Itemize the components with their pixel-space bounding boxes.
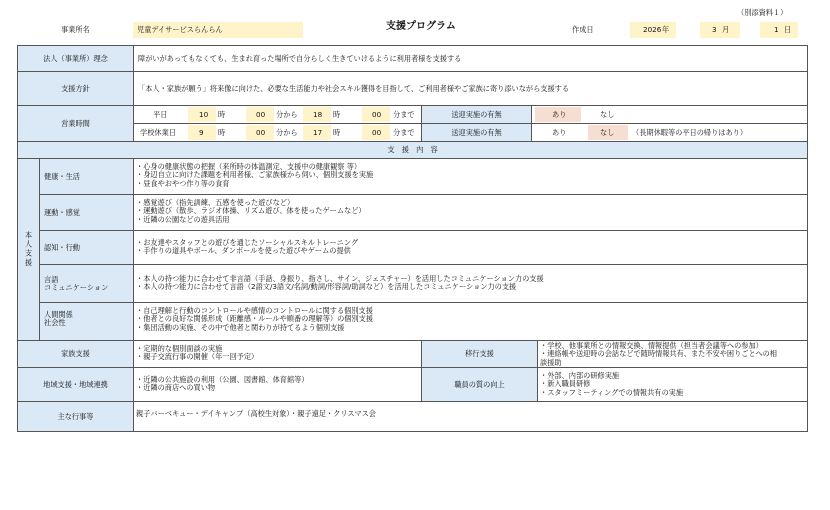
holiday-until: 分まで (393, 128, 415, 137)
weekday-hour-unit-2: 時 (333, 110, 341, 119)
weekday-transport-label-cell (421, 105, 532, 124)
holiday-end-hour: 17 (313, 128, 323, 137)
staff-line-1: ・外部、内部の研修実施 (540, 371, 620, 380)
holiday-label: 学校休業日 (140, 128, 176, 137)
page-title: 支援プログラム (386, 21, 456, 32)
domain-language-label-2: コミュニケーション (44, 283, 109, 293)
holiday-start-hour: 9 (199, 128, 204, 137)
month-value: 3 (712, 25, 717, 34)
language-line-2: ・本人の持つ能力に合わせて言語（2語文/3語文/名詞/動詞/形容詞/助詞など）を活用したコミュニケーション力の支援 (136, 282, 517, 292)
community-line-1: ・近隣の公共施設の利用（公園、図書館、体育館等） (136, 375, 309, 384)
philosophy-label-cell (17, 45, 134, 72)
domain-language-content (133, 264, 808, 303)
hours-label: 営業時間 (61, 118, 90, 128)
personal-support-label: 本人支援 (24, 231, 34, 268)
family-support-label-cell (17, 340, 134, 368)
staff-line-2: ・新入職員研修 (540, 379, 591, 389)
weekday-from: 分から (276, 110, 298, 119)
domain-health-cell (39, 158, 134, 195)
weekday-until: 分まで (393, 110, 415, 119)
family-line-1: ・定期的な個別面談の実施 (136, 344, 223, 353)
events-content (133, 401, 808, 432)
month-unit: 月 (722, 25, 730, 34)
day-value: 1 (774, 25, 779, 34)
office-name-value: 児童デイサービスらんらん (137, 25, 223, 34)
holiday-start-min: 00 (256, 128, 266, 137)
domain-social-content (133, 302, 808, 341)
staff-quality-content (537, 367, 808, 402)
weekday-transport-yes: あり (552, 110, 567, 119)
domain-health-label: 健康・生活 (44, 171, 80, 181)
domain-cognition-label: 認知・行動 (44, 242, 80, 252)
day-unit: 日 (784, 25, 792, 34)
month-field (700, 22, 740, 38)
weekday-label: 平日 (153, 110, 168, 119)
holiday-end-min: 00 (372, 128, 382, 137)
domain-language-label: 言語 (44, 275, 59, 284)
domain-cognition-cell (39, 230, 134, 265)
weekday-transport-no: なし (600, 110, 615, 119)
motor-line-2: ・運動遊び（散歩、ラジオ体操、リズム遊び、体を使ったゲームなど） (136, 206, 366, 216)
holiday-hour-unit: 時 (218, 128, 226, 137)
transition-support-content (537, 340, 808, 368)
office-name-field (133, 22, 303, 38)
transition-line-1: ・学校、他事業所との情報交換、情報提供（担当者会議等への参加） (540, 341, 763, 350)
family-line-2: ・親子交流行事の開催（年一回予定） (136, 352, 259, 362)
staff-line-3: ・スタッフミーティングでの情報共有の実施 (540, 387, 684, 397)
domain-health-content (133, 158, 808, 195)
support-content-title: 支 援 内 容 (387, 145, 438, 154)
cognition-line-1: ・お友達やスタッフとの遊びを通じたソーシャルスキルトレーニング (136, 238, 359, 247)
community-support-label-cell (17, 367, 134, 402)
health-line-3: ・昼食やおやつ作り等の食育 (136, 178, 230, 188)
personal-support-label-cell (17, 158, 40, 341)
domain-social-label: 人間関係 (44, 310, 73, 319)
office-name-label: 事業所名 (61, 25, 90, 34)
support-content-header (17, 141, 808, 159)
holiday-transport-label-cell (421, 123, 532, 142)
weekday-hour-unit: 時 (218, 110, 226, 119)
domain-cognition-content (133, 230, 808, 265)
domain-motor-cell (39, 194, 134, 231)
weekday-start-min: 00 (256, 110, 266, 119)
motor-line-3: ・近隣の公園などの遊具活用 (136, 214, 230, 224)
policy-label-cell (17, 71, 134, 106)
day-field (760, 22, 798, 38)
events-text: 親子バーベキュー・デイキャンプ（高校生対象）・親子遠足・クリスマス会 (136, 409, 376, 418)
events-label-cell (17, 401, 134, 432)
weekday-end-hour: 18 (313, 110, 323, 119)
community-line-2: ・近隣の商店への買い物 (136, 383, 216, 393)
health-line-1: ・心身の健康状態の把握（来所時の体温測定、支援中の健康観察 等） (136, 162, 362, 171)
domain-language-cell (39, 264, 134, 303)
social-line-1: ・自己理解と行動のコントロールや感情のコントロールに関する個別支援 (136, 306, 373, 315)
weekday-start-hour: 10 (199, 110, 209, 119)
holiday-transport-label: 送迎実施の有無 (451, 127, 502, 137)
community-support-content (133, 367, 422, 402)
hours-label-cell (17, 105, 134, 142)
social-line-3: ・集団活動の実施、その中で他者と関わりが持てるよう個別支援 (136, 322, 345, 332)
domain-motor-content (133, 194, 808, 231)
year-unit: 年 (662, 25, 670, 34)
created-date-label: 作成日 (572, 25, 594, 34)
philosophy-text-cell (133, 45, 808, 72)
year-value: 2026 (643, 25, 662, 34)
community-support-label: 地域支援・地域連携 (43, 379, 108, 389)
weekday-transport-label: 送迎実施の有無 (451, 109, 502, 119)
language-line-1: ・本人の持つ能力に合わせて非言語（手話、身振り、指さし、サイン、ジェスチャー）を活用したコミュニケーション力の支援 (136, 274, 544, 283)
transition-support-label-cell (421, 340, 538, 368)
holiday-hour-unit-2: 時 (333, 128, 341, 137)
policy-text: 「本人・家族が願う」将来像に向けた、必要な生活能力や社会スキル獲得を目指して、ご利用者様やご家族に寄り添いながら支援する (138, 83, 570, 93)
events-label: 主な行事等 (57, 411, 94, 421)
policy-text-cell (133, 71, 808, 106)
holiday-from: 分から (276, 128, 298, 137)
health-line-2: ・身辺自立に向けた課題を利用者様、ご家族様から伺い、個別支援を実施 (136, 170, 374, 180)
weekday-end-min: 00 (372, 110, 382, 119)
holiday-transport-note: （長期休暇等の平日の帰りはあり） (632, 128, 748, 137)
holiday-transport-yes: あり (552, 128, 567, 137)
domain-social-cell (39, 302, 134, 341)
policy-label: 支援方針 (61, 83, 90, 93)
family-support-content (133, 340, 422, 368)
social-line-2: ・他者との良好な関係形成（距離感・ルールや順番の理解等）の個別支援 (136, 314, 374, 324)
philosophy-text: 障がいがあってもなくても、生まれ育った場所で自分らしく生きていけるように利用者様を支援する (138, 53, 462, 63)
family-support-label: 家族支援 (61, 349, 90, 358)
staff-quality-label: 職員の質の向上 (454, 379, 505, 389)
transition-line-3: 談援助 (540, 357, 562, 367)
domain-motor-label: 運動・感覚 (44, 207, 80, 217)
domain-social-label-2: 社会性 (44, 318, 66, 328)
philosophy-label: 法人（事業所）理念 (43, 53, 108, 63)
cognition-line-2: ・手作りの道具やボール、ダンボールを使った遊びやゲームの提供 (136, 246, 351, 256)
staff-quality-label-cell (421, 367, 538, 402)
appendix-label: （別添資料１） (737, 8, 788, 17)
holiday-transport-no: なし (600, 128, 615, 137)
transition-line-2: ・連絡帳や送迎時の会話などで随時情報共有、また不安や困りごとへの相 (540, 349, 777, 359)
motor-line-1: ・感覚遊び（指先訓練、五感を使った遊びなど） (136, 198, 295, 207)
transition-support-label: 移行支援 (465, 349, 494, 358)
